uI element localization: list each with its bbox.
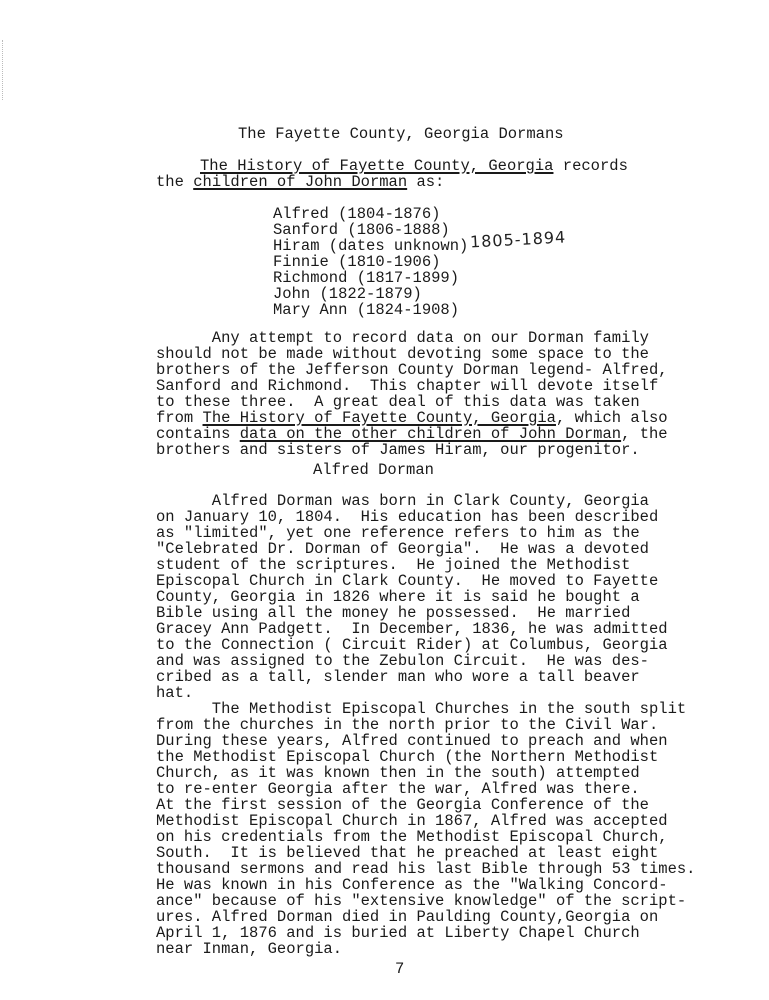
- paragraph-intro: [156, 330, 696, 458]
- paragraph-line: on his credentials from the Methodist Episcopal Church,: [156, 828, 668, 846]
- underlined-phrase: data on the other children of John Dorman: [239, 425, 622, 443]
- intro-prefix: the: [156, 173, 194, 191]
- paragraph-line: Any attempt to record data on our Dorman family: [156, 329, 649, 347]
- paragraph-line: Alfred Dorman was born in Clark County, Georgia: [156, 492, 649, 510]
- paragraph-line: Bible using all the money he possessed. He married: [156, 604, 631, 622]
- paragraph-line: the Methodist Episcopal Church (the Northern Methodist: [156, 748, 659, 766]
- paragraph-line: should not be made without devoting some space to the: [156, 345, 649, 363]
- paragraph-line: thousand sermons and read his last Bible through 53 times.: [156, 860, 696, 878]
- book-title-reference: The History of Fayette County, Georgia: [202, 409, 556, 427]
- paragraph-line: to these three. A great deal of this data was taken: [156, 393, 640, 411]
- paragraph-line: near Inman, Georgia.: [156, 940, 343, 958]
- paragraph-line: Episcopal Church in Clark County. He moved to Fayette: [156, 572, 659, 590]
- child-list-item: Richmond (1817-1899): [273, 269, 460, 287]
- page-title: The Fayette County, Georgia Dormans: [238, 125, 564, 143]
- paragraph-line: Church, as it was known then in the south) attempted: [156, 764, 640, 782]
- paragraph-line: as "limited", yet one reference refers to him as the: [156, 524, 640, 542]
- paragraph-line: [156, 426, 696, 442]
- paragraph-line: April 1, 1876 and is buried at Liberty Chapel Church: [156, 924, 640, 942]
- intro-suffix: as:: [407, 173, 445, 191]
- paragraph-line: on January 10, 1804. His education has been described: [156, 508, 659, 526]
- paragraph-line: and was assigned to the Zebulon Circuit. He was des-: [156, 652, 649, 670]
- handwritten-dates-note: 1805-1894: [469, 227, 567, 252]
- paragraph-line: During these years, Alfred continued to preach and when: [156, 732, 668, 750]
- paragraph-line: cribed as a tall, slender man who wore a tall beaver: [156, 668, 640, 686]
- paragraph-line: He was known in his Conference as the "Walking Concord-: [156, 876, 668, 894]
- paragraph-line: At the first session of the Georgia Conference of the: [156, 796, 649, 814]
- paragraph-line: The Methodist Episcopal Churches in the south split: [156, 700, 687, 718]
- paragraph-line: hat.: [156, 684, 194, 702]
- paragraph-line: brothers and sisters of James Hiram, our progenitor.: [156, 441, 640, 459]
- line-prefix: from: [156, 409, 203, 427]
- paragraph-line: to re-enter Georgia after the war, Alfred was there.: [156, 780, 640, 798]
- scan-edge-mark: [2, 40, 5, 100]
- paragraph-line: ance" because of his "extensive knowledge" of the script-: [156, 892, 687, 910]
- paragraph-line: from the churches in the north prior to the Civil War.: [156, 716, 659, 734]
- child-list-item: Mary Ann (1824-1908): [273, 301, 460, 319]
- intro-line-1: [200, 158, 628, 174]
- paragraph-line: Gracey Ann Padgett. In December, 1836, he was admitted: [156, 620, 668, 638]
- intro-line-2: [156, 174, 444, 190]
- paragraph-line: Methodist Episcopal Church in 1867, Alfred was accepted: [156, 812, 668, 830]
- paragraph-line: County, Georgia in 1826 where it is said he bought a: [156, 588, 640, 606]
- child-list-item: Finnie (1810-1906): [273, 253, 441, 271]
- paragraph-line: to the Connection ( Circuit Rider) at Columbus, Georgia: [156, 636, 668, 654]
- book-title-link: The History of Fayette County, Georgia: [200, 157, 554, 175]
- section-heading: Alfred Dorman: [313, 461, 434, 479]
- paragraph-line: brothers of the Jefferson County Dorman legend- Alfred,: [156, 361, 668, 379]
- paragraph-line: ures. Alfred Dorman died in Paulding County,Georgia on: [156, 908, 659, 926]
- paragraph-line: Sanford and Richmond. This chapter will devote itself: [156, 377, 659, 395]
- paragraph-line: South. It is believed that he preached at least eight: [156, 844, 659, 862]
- line-suffix: , which also: [555, 409, 668, 427]
- paragraph-line: [156, 410, 696, 426]
- child-list-item: Alfred (1804-1876): [273, 205, 441, 223]
- child-list-item: Sanford (1806-1888): [273, 221, 450, 239]
- child-list-item: Hiram (dates unknown): [273, 237, 469, 255]
- page-number: 7: [395, 960, 405, 978]
- paragraph-line: "Celebrated Dr. Dorman of Georgia". He was a devoted: [156, 540, 649, 558]
- paragraph-biography: [156, 493, 696, 957]
- line-suffix: , the: [621, 425, 668, 443]
- intro-records-text: records: [553, 157, 628, 175]
- child-list-item: John (1822-1879): [273, 285, 422, 303]
- intro-underlined-text: children of John Dorman: [193, 173, 408, 191]
- paragraph-line: student of the scriptures. He joined the Methodist: [156, 556, 631, 574]
- line-prefix: contains: [156, 425, 240, 443]
